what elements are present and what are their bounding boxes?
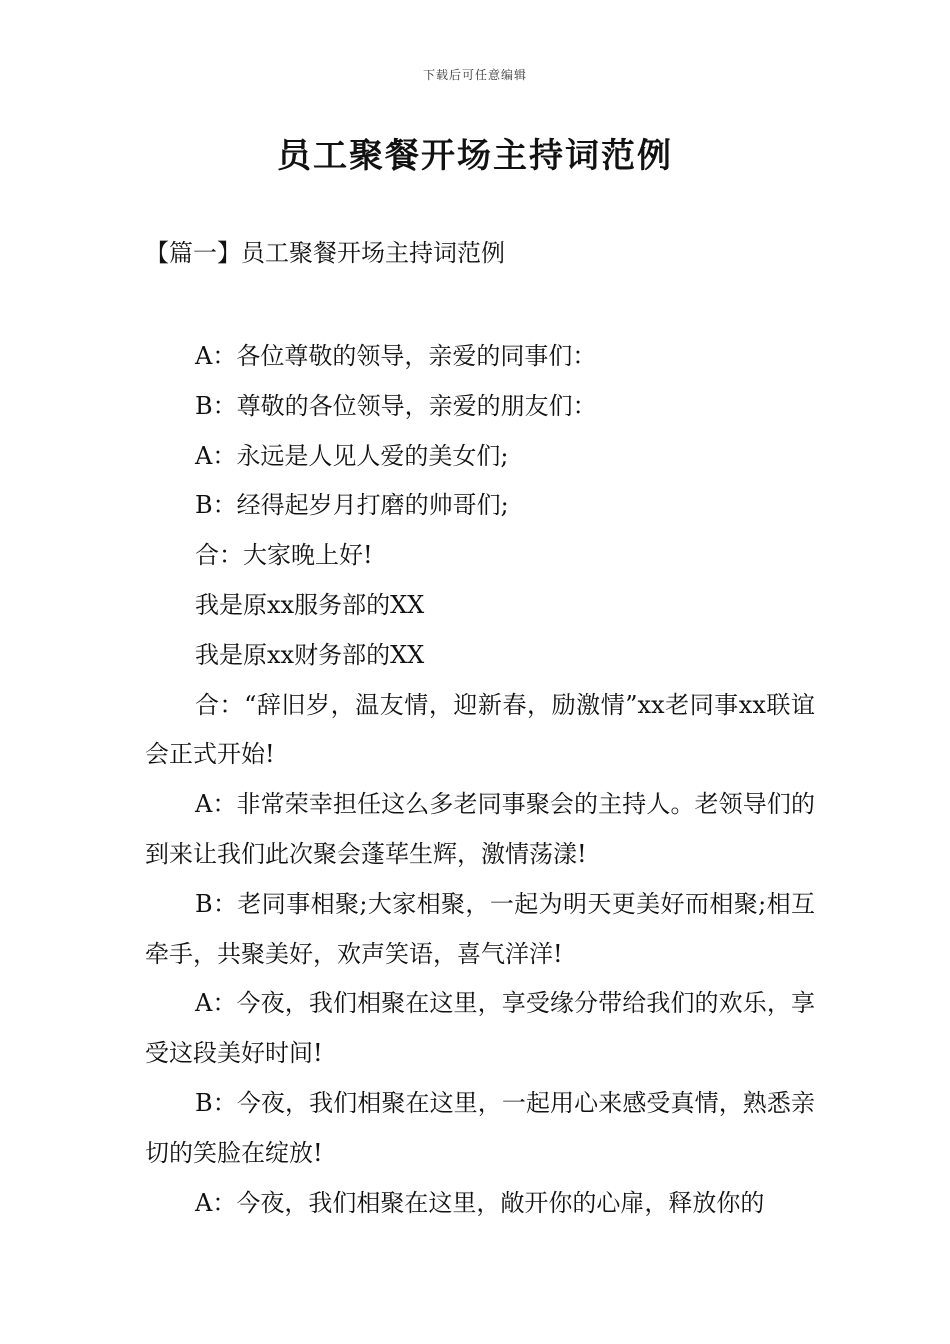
section-heading: 【篇一】员工聚餐开场主持词范例: [145, 239, 505, 267]
paragraph: A：今夜，我们相聚在这里，享受缘分带给我们的欢乐，享受这段美好时间!: [145, 989, 815, 1068]
paragraph: B：今夜，我们相聚在这里，一起用心来感受真情，熟悉亲切的笑脸在绽放!: [145, 1088, 815, 1167]
document-body: [145, 332, 815, 1228]
paragraph: 我是原xx财务部的XX: [195, 640, 425, 669]
paragraph: B：经得起岁月打磨的帅哥们;: [195, 491, 509, 520]
paragraph: 合：大家晚上好!: [195, 541, 373, 570]
paragraph: A：永远是人见人爱的美女们;: [195, 441, 509, 470]
header-note: 下载后可任意编辑: [422, 68, 527, 82]
paragraph: 合：“辞旧岁，温友情，迎新春，励激情”xx老同事xx联谊会正式开始!: [145, 690, 815, 769]
paragraph: A：各位尊敬的领导，亲爱的同事们：: [195, 342, 597, 370]
paragraph: 我是原xx服务部的XX: [195, 590, 425, 619]
paragraph: B：老同事相聚;大家相聚，一起为明天更美好而相聚;相互牵手，共聚美好，欢声笑语，喜气洋洋!: [145, 889, 815, 968]
paragraph: A：今夜，我们相聚在这里，敞开你的心扉，释放你的: [195, 1188, 765, 1217]
page-title: 员工聚餐开场主持词范例: [277, 136, 673, 176]
paragraph: A：非常荣幸担任这么多老同事聚会的主持人。老领导们的到来让我们此次聚会蓬荜生辉，激情荡漾!: [145, 790, 815, 868]
paragraph: B：尊敬的各位领导，亲爱的朋友们：: [195, 391, 597, 420]
